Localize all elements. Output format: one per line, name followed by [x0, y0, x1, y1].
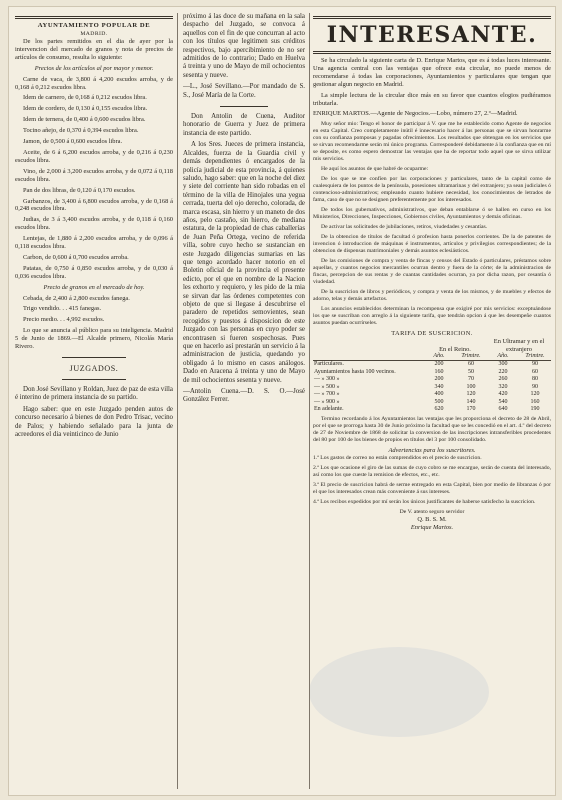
signature: Enrique Martos. — [410, 524, 454, 532]
tariff-row — [313, 399, 551, 406]
tariff-row-label: — » 300 » — [314, 376, 340, 383]
advert-item: 1.ª Los gastos de correo no están comprendidos en el precio de suscricion. — [313, 455, 482, 462]
service-item: De la obtencion de títulos de facultad ó profesion hasta ponerlos corrientes. De la de patentes de invencion ó introduccion de máquinas é instrumentos, artículos y privilegios correspondientes; de la obtencion de dispensas matrimoniales y demás asuntos eclesiásticos. — [313, 234, 551, 255]
qbsm-line: Q. B. S. M. — [417, 516, 447, 524]
tariff-row — [313, 391, 551, 398]
tariff-cell: 190 — [530, 405, 540, 412]
price-item: Idem de carnero, de 0,168 á 0,212 escudos libra. — [23, 94, 147, 102]
tariff-row — [313, 406, 551, 413]
tariff-cell: 100 — [466, 383, 476, 390]
tariff-cell: 540 — [498, 398, 508, 405]
council-subheading: MADRID. — [80, 31, 108, 37]
column-divider — [309, 13, 310, 789]
tariff-group-ultramar: En Ultramar y en el extranjero — [493, 338, 545, 353]
service-item: De la suscricion de libros y periódicos, y compra y venta de los mismos, y de muebles y efectos de adorno, telas y demás artefactos. — [313, 289, 551, 303]
advert-item: 4.ª Los recibos expedidos por mí serán los únicos justificantes de haberse satisfecho la suscricion. — [313, 499, 536, 506]
edict-2-text: A los Sres. Jueces de primera instancia, Alcaldes, fuerza de la Guardia civil y demás dependientes ó encargados de la policía judicial de esta provincia, á quienes saludo, hago saber: que en la noche del diez y siete del corriente han sido robadas en el término de la villa de Hinojales una yegua cerrada, tuerta del ojo derecho, colorada, de marca escasa, sin hierro y un maneto de dos años, pelo castaño, sin hierro, de mediana estatura, de la propiedad de chas caballerías de Juan Peña Ortega, vecino de referida villa, sobre cuyo hecho se sustancian en este Juzgado diligencias sumarias en las que tengo acordado hacer notorio en el Boletin oficial de la provincia el presente edicto, por el que en nombre de la Nacion les exhorto y requiero, y les pido de la mia se sirvan dar las órdenes competentes con objeto de que si llegase á descubrirse el paradero de repetidos semovientes, sean recogidos y puestos á disposicion de este Juzgado con las personas en cuyo poder se encontrasen si fueren sospechosas. Pues que en hacerlo así prestarán un servicio á la administracion de justicia, quedando yo obligado á lo mismo en casos análogos. Dado en Aracena á treinta y uno de Mayo de mil ochocientos sesenta y nueve. — [183, 141, 305, 384]
tariff-row — [313, 369, 551, 376]
price-item: Idem de cordero, de 0,130 á 0,155 escudos libra. — [23, 105, 148, 113]
grain-item: Trigo vendido. . . 415 fanegas. — [23, 305, 102, 313]
service-item: De todos los gubernativos, administrativos, que deban entablarse ó se hallen en curso en los Ministerios, Direcciones, Inspecciones, Gobiernos civiles, Ayuntamientos y demás oficinas. — [313, 207, 551, 221]
tariff-cell: 60 — [468, 361, 474, 368]
section-divider — [220, 106, 269, 107]
tariff-cell: 420 — [498, 391, 508, 398]
tariff-cell: 400 — [434, 391, 444, 398]
judge-2-name: Don Antolin de Cuena, Auditor honorario de Guerra y Juez de primera instancia de este partido. — [183, 113, 305, 137]
top-rule — [15, 16, 173, 19]
tariff-cell: 170 — [466, 405, 476, 412]
tariff-subheader — [313, 353, 551, 361]
edict-signature: —L., José Sevillano.—Por mandado de S. S., José María de la Corte. — [183, 83, 305, 99]
intro-paragraph: La simple lectura de la circular dice más en su favor que cuantos elogios pudiéramos tributarla. — [313, 91, 551, 107]
price-item: Patatas, de 0,750 á 0,850 escudos arroba, y de 0,030 á 0,036 escudos libra. — [15, 264, 173, 280]
banner-title: INTERESANTE. — [326, 22, 538, 48]
tariff-cell: 320 — [498, 383, 508, 390]
tariff-cell: 80 — [532, 376, 538, 383]
intro-paragraph: Se ha circulado la siguiente carta de D. Enrique Martos, que es á todas luces interesante. Una agencia central con las ventajas que ofrece esta circular, no puede menos de recomendarse á todas las corporaciones, Ayuntamientos y particulares que tengan que gestionar algun negocio en Madrid. — [313, 57, 551, 88]
paper-stain — [309, 647, 489, 737]
service-item: De las comisiones de compra y venta de fincas y censos del Estado ó particulares, préstamos sobre aquellas, y cuantos negocios mercantiles ocurran dentro y fuera de la córte; de la administracion de fincas, percepcion de sus rentas y de cuantas cantidades ocurran, ya por dicha razon, por cesantía ó viudedad. — [313, 258, 551, 286]
tariff-title: TARIFA DE SUSCRICION. — [391, 330, 473, 338]
judge-name: Don José Sevillano y Roldan, Juez de paz de esta villa é interino de primera instancia de su partido. — [15, 386, 173, 402]
section-divider — [62, 379, 125, 380]
tariff-row — [313, 361, 551, 369]
price-item: Carne de vaca, de 3,800 á 4,200 escudos arroba, y de 0,168 á 0,212 escudos libra. — [15, 75, 173, 91]
top-rule — [313, 16, 551, 19]
closing-paragraph: Termino recordando á los Ayuntamientos las ventajas que les proporciona el decreto de 28 de Abril, por el que se prorroga hasta 30 de Junio próximo la facultad que se les concedió en el art. 4.º del decreto de 27 de Noviembre de 1868 de solicitar la conversion de las inscripciones intransferibles procedentes del 80 por 100 de los bienes de propios en títulos del 3 por 100 consolidado. — [313, 416, 551, 444]
price-item: Pan de dos libras, de 0,120 á 0,170 escudos. — [23, 186, 136, 194]
tariff-cell: 90 — [532, 383, 538, 390]
tariff-row-label: Ayuntamientos hasta 100 vecinos. — [314, 368, 396, 375]
column-3 — [313, 13, 551, 532]
letter-paragraph: Muy señor mio: Tengo el honor de participar á V. que me he establecido como Agente de negocios en esta Capital. Creo completamente inútil é innecesario hacer á las personas que se sirvan honrarme con su confianza pomposas y pagadas ofrecimientos. Los resultados que obtengan en los servicios que se sirvan recomendarme serán mi único programa. Corresponderé debidamente á la confianza que en mí se deposite, es como espero demostrar las ventajas que ha de reportar todo aquel que se sirva utilizar mis servicios. — [313, 121, 551, 163]
council-intro: De los partes remitidos en el dia de ayer por la intervencion del mercado de granos y nota de precios de artículos de consumo, resulta lo siguiente: — [15, 38, 173, 61]
service-item: De activar las solicitudes de jubilaciones, retiros, viudedades y cesantías. — [321, 224, 488, 231]
tariff-cell: 260 — [498, 376, 508, 383]
price-item: Jamon, de 0,500 á 0,600 escudos libra. — [23, 138, 123, 146]
judge-text: Hago saber: que en este Juzgado penden autos de concurso necesario á bienes de don Pedro Trisac, vecino de Palos; y habiendo señalado para la junta de acreedores el dia veinticinco de Junio — [15, 405, 173, 439]
tariff-cell: 70 — [468, 376, 474, 383]
price-item: Garbanzos, de 3,400 á 6,800 escudos arroba, y de 0,168 á 0,248 escudos libra. — [15, 197, 173, 213]
tariff-row-label: En adelante. — [314, 405, 344, 412]
juzgados-heading: JUZGADOS. — [69, 364, 119, 373]
tariff-cell: 620 — [434, 405, 444, 412]
advert-title: Advertencias para los suscritores. — [388, 447, 476, 455]
tariff-col-year: Año. — [423, 353, 455, 361]
council-heading: AYUNTAMIENTO POPULAR DE — [37, 22, 151, 29]
edict-continuation: próximo á las doce de su mañana en la sala despacho del Juzgado, se convoca á aquellos con el fin de que concurran al acto con los títulos que legitimen sus créditos respectivos, bajo apercibimiento de no ser admitidos de lo contrario; Dado en Huelva á treinta y uno de Mayo de mil ochocientos sesenta y nueve. — [183, 13, 305, 79]
tariff-col-year: Año. — [487, 353, 519, 361]
agency-heading: ENRIQUE MARTOS.—Agente de Negocios.—Lobo, número 27, 2.º—Madrid. — [313, 110, 518, 118]
column-divider — [177, 13, 178, 789]
tariff-row-label: Particulares. — [314, 361, 344, 368]
farewell-line: De V. atento seguro servidor — [399, 509, 465, 516]
prices-title: Precios de los artículos al por mayor y menor. — [34, 64, 154, 72]
edict-2-signature: —Antolin Cuena.—D. S. O.—José González Ferrer. — [183, 388, 305, 404]
council-notice: Lo que se anuncia al público para su inteligencia. Madrid 5 de Junio de 1869.—El Alcalde primero, Nicolás María Rivero. — [15, 327, 173, 351]
column-2 — [183, 13, 305, 408]
banner-rule — [313, 51, 551, 54]
letter-paragraph: He aquí los asuntos de que habré de ocuparme: — [321, 166, 429, 173]
service-item: De los que se me confíen por las corporaciones y particulares, tanto de la capital como de cualesquiera de los puntos de la península, posesiones ultramarinas y del extranjero; ya sean judiciales ó contencioso-administrativos; empleando cuanto hubiere necesidad, los conocimientos de letrados de fama, caso de que no se designen preferentemente por los interesados. — [313, 176, 551, 204]
tariff-cell: 60 — [532, 368, 538, 375]
tariff-group-header — [313, 338, 551, 353]
tariff-cell: 50 — [468, 368, 474, 375]
tariff-cell: 200 — [434, 361, 444, 368]
tariff-cell: 160 — [434, 368, 444, 375]
tariff-cell: 220 — [498, 368, 508, 375]
newspaper-page — [8, 6, 556, 796]
price-item: Tocino añejo, de 0,370 á 0,394 escudos libra. — [23, 127, 139, 135]
tariff-cell: 500 — [434, 398, 444, 405]
tariff-table — [313, 338, 551, 413]
tariff-cell: 340 — [434, 383, 444, 390]
tariff-cell: 160 — [530, 398, 540, 405]
tariff-row-label: — » 500 » — [314, 383, 340, 390]
tariff-cell: 120 — [530, 391, 540, 398]
tariff-row — [313, 384, 551, 391]
price-item: Vino, de 2,000 á 3,200 escudos arroba, y de 0,072 á 0,118 escudos libra. — [15, 167, 173, 183]
tariff-cell: 140 — [466, 398, 476, 405]
service-item: Los anuncios establecidos determinan la recompensa que exigiré por mis servicios: exceptuándose los que se suscriban con arreglo á la siguiente tarifa, que tendrán opcion á que les desempeñe cuantos asuntos puedan ocurrírseles. — [313, 306, 551, 327]
price-item: Lentejas, de 1,880 á 2,200 escudos arroba, y de 0,096 á 0,118 escudos libra. — [15, 235, 173, 251]
section-divider — [62, 357, 125, 358]
tariff-cell: 120 — [466, 391, 476, 398]
tariff-col-quarter: Trimtre. — [519, 353, 551, 361]
tariff-col-quarter: Trimtre. — [455, 353, 487, 361]
advert-item: 3.ª El precio de suscricion habrá de serme entregado en esta Capital, bien por medio de libranzas ó por el que los interesados crean más conveniente á sus intereses. — [313, 482, 551, 496]
tariff-cell: 640 — [498, 405, 508, 412]
tariff-row-label: — » 700 » — [314, 391, 340, 398]
tariff-group-reino: En el Reino. — [439, 345, 471, 353]
tariff-row-label: — » 900 » — [314, 398, 340, 405]
grain-item: Precio medio. . . 4,992 escudos. — [23, 316, 105, 324]
price-item: Aceite, de 6 á 6,200 escudos arroba, y de 0,216 á 0,230 escudos libra. — [15, 148, 173, 164]
tariff-row — [313, 376, 551, 383]
tariff-cell: 300 — [498, 361, 508, 368]
price-item: Carbon, de 0,600 á 0,700 escudos arroba. — [23, 253, 129, 261]
advert-item: 2.ª Los que ocasione el giro de las sumas de cuyo cobro se me encargue, serán de cuenta del interesado, así como los que cueste la remision de efectos, etc., etc. — [313, 465, 551, 479]
tariff-cell: 200 — [434, 376, 444, 383]
grains-title: Precio de granos en el mercado de hoy. — [43, 283, 145, 291]
tariff-cell: 90 — [532, 361, 538, 368]
column-1 — [15, 13, 173, 442]
grain-item: Cebada, de 2,400 á 2,800 escudos fanega. — [23, 294, 130, 302]
price-item: Judias, de 3 á 3,400 escudos arroba, y de 0,118 á 0,160 escudos libra. — [15, 216, 173, 232]
price-item: Idem de ternera, de 0,400 á 0,600 escudos libra. — [23, 116, 146, 124]
